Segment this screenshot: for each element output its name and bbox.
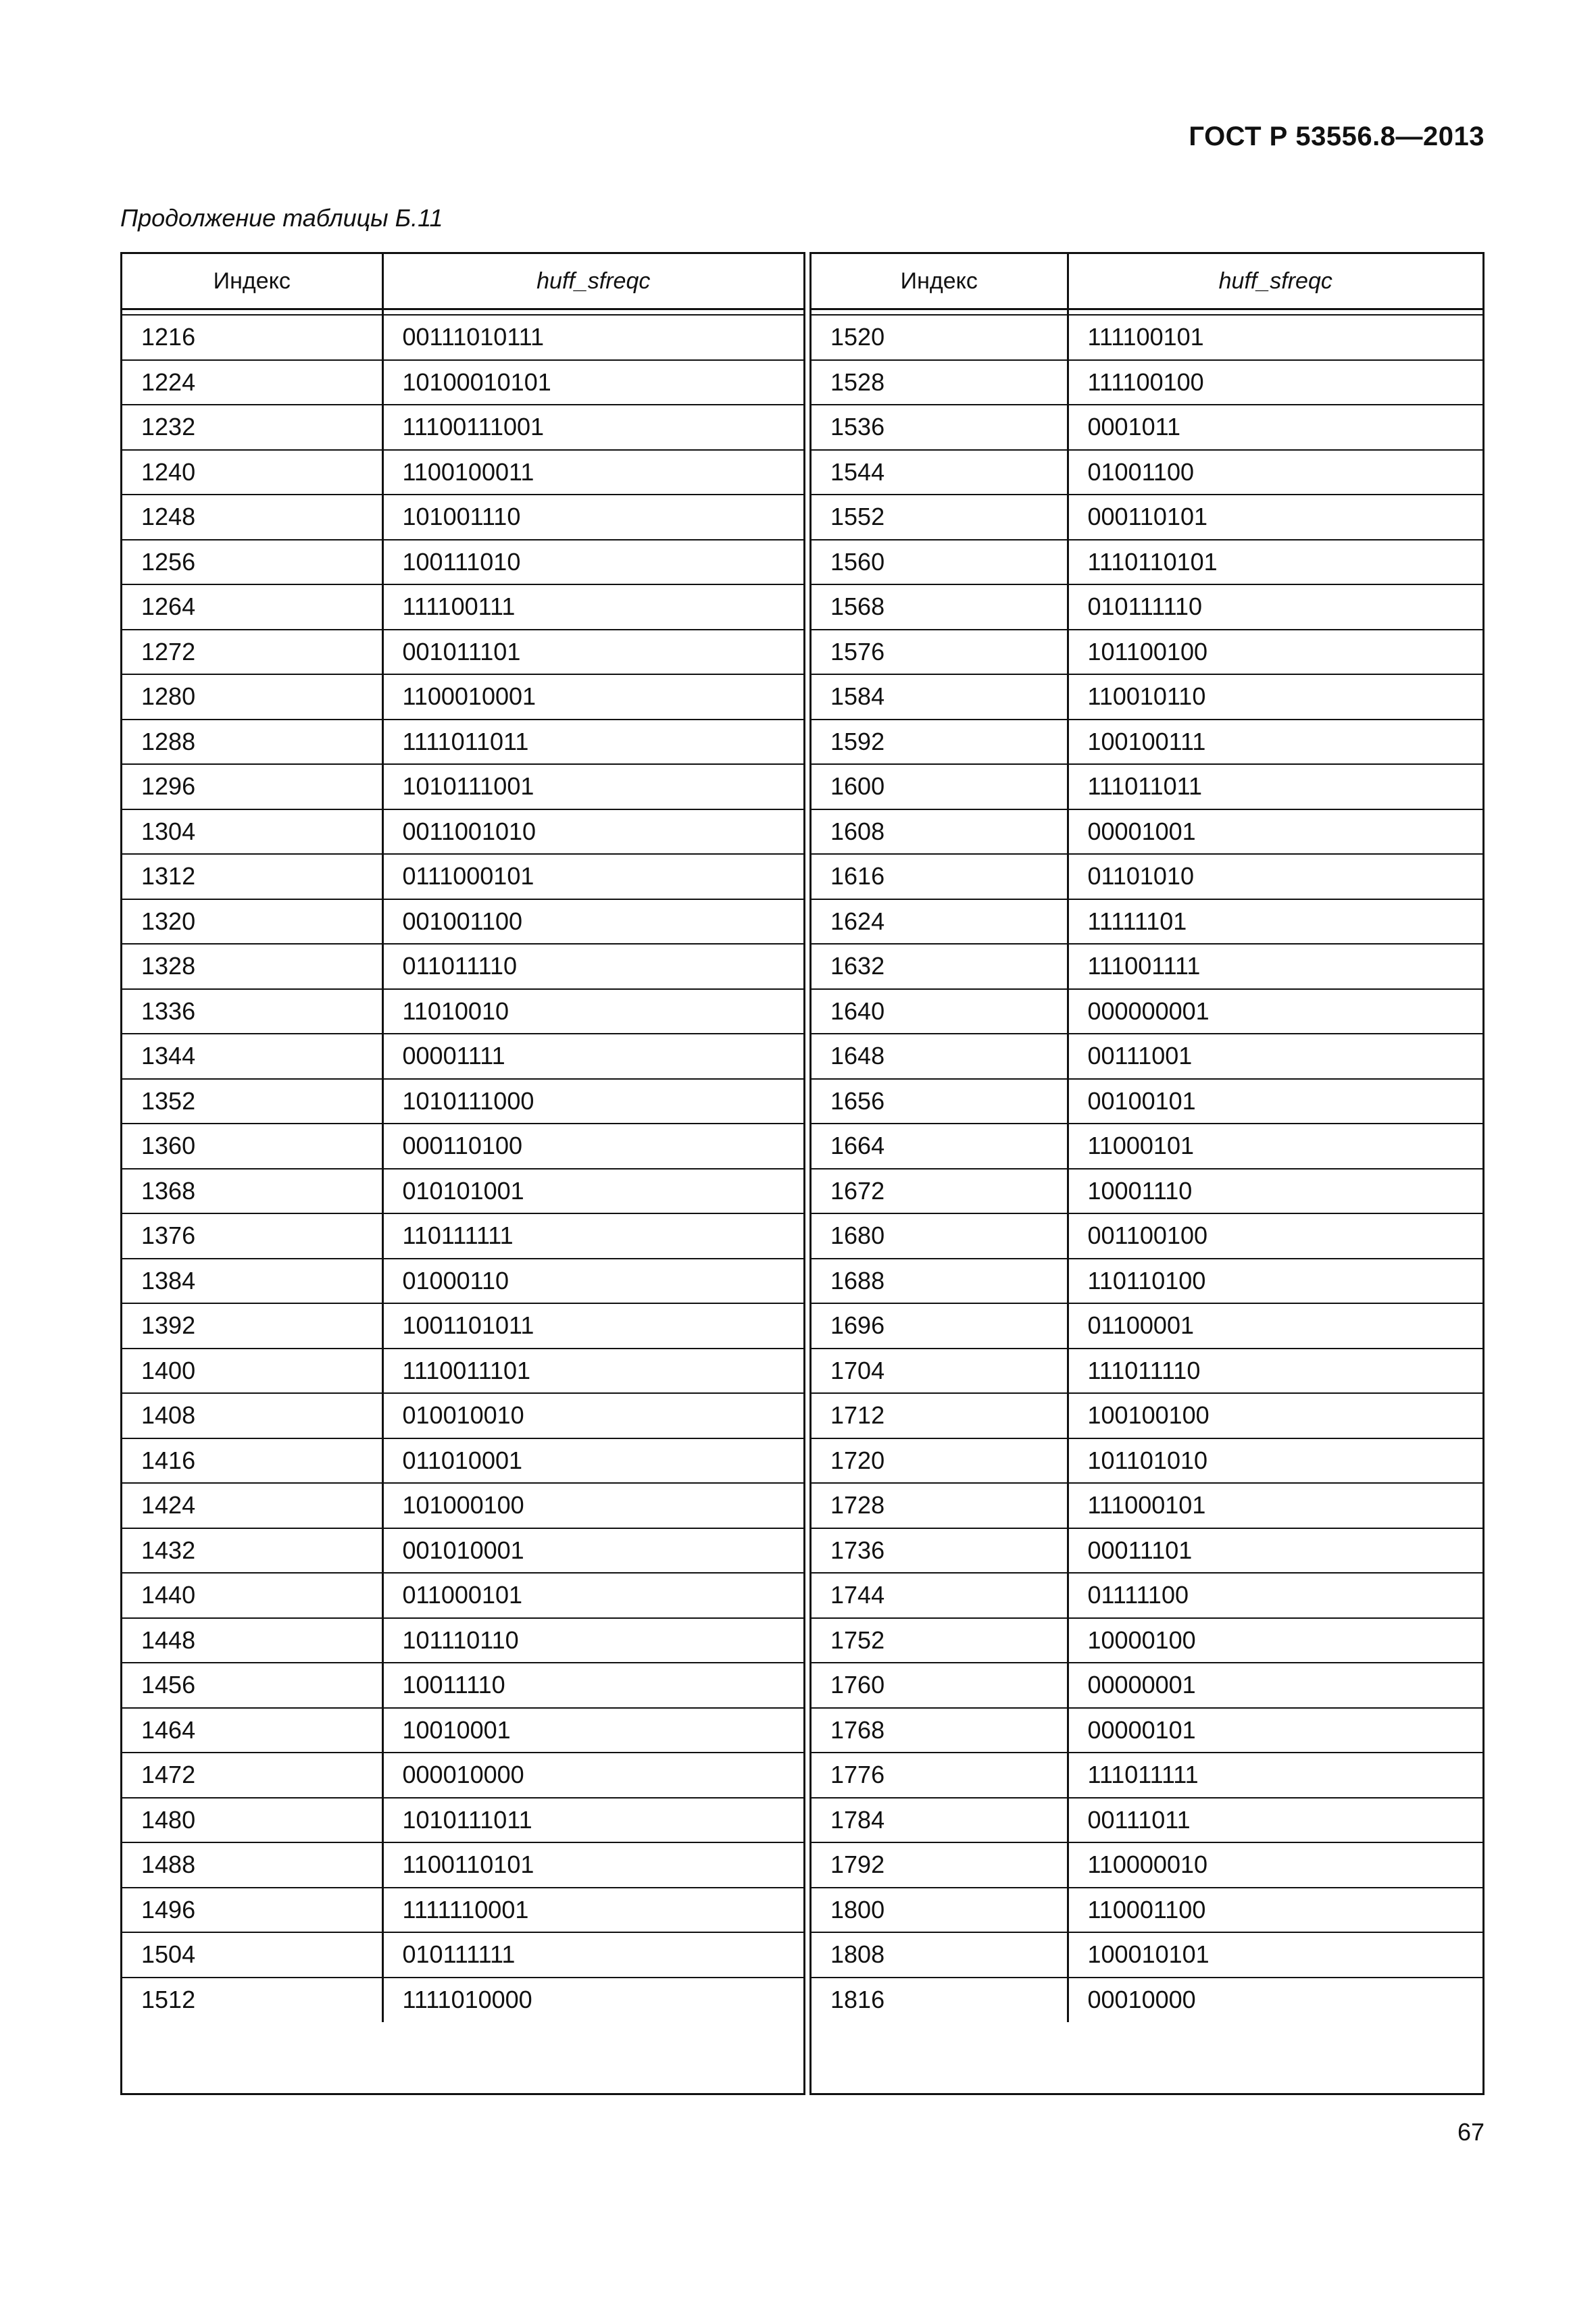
code-cell: 010010010 [382, 1393, 803, 1438]
index-cell: 1648 [812, 1034, 1068, 1079]
code-cell: 000010000 [382, 1753, 803, 1798]
table-row [812, 944, 1482, 989]
index-cell: 1744 [812, 1573, 1068, 1618]
table-row [122, 809, 803, 855]
table-row [122, 1888, 803, 1933]
code-cell: 111100111 [382, 584, 803, 630]
index-cell: 1416 [122, 1438, 382, 1484]
code-cell: 101001110 [382, 495, 803, 540]
table-row [812, 1483, 1482, 1528]
code-cell: 00010000 [1087, 1986, 1196, 2014]
column-header-index: Индекс [812, 254, 1068, 309]
index-cell: 1312 [122, 854, 382, 899]
code-cell: 001011101 [382, 630, 803, 675]
index-cell: 1768 [812, 1708, 1068, 1753]
code-cell: 0001011 [1068, 405, 1482, 450]
table-row [812, 1213, 1482, 1259]
table-row [122, 1169, 803, 1214]
code-cell: 00011101 [1068, 1528, 1482, 1574]
code-cell: 11100111001 [382, 405, 803, 450]
document-standard-header: ГОСТ Р 53556.8—2013 [1189, 122, 1485, 151]
index-cell: 1584 [812, 674, 1068, 720]
code-cell: 010111110 [1068, 584, 1482, 630]
code-cell: 011000101 [382, 1573, 803, 1618]
column-header-code: huff_sfreqc [1068, 254, 1482, 309]
table-row [122, 1708, 803, 1753]
code-cell: 01001100 [1068, 450, 1482, 495]
index-cell: 1664 [812, 1124, 1068, 1169]
index-cell: 1544 [812, 450, 1068, 495]
table-row [812, 540, 1482, 585]
code-cell: 00000001 [1068, 1663, 1482, 1708]
code-cell: 001010001 [382, 1528, 803, 1574]
code-cell: 110001100 [1068, 1888, 1482, 1933]
page-number: 67 [1457, 2118, 1485, 2146]
code-cell: 101000100 [382, 1483, 803, 1528]
table-row [122, 1213, 803, 1259]
index-cell: 1336 [122, 989, 382, 1034]
table-row [122, 540, 803, 585]
index-cell: 1656 [812, 1079, 1068, 1124]
table-row [812, 1573, 1482, 1618]
code-cell: 001001100 [382, 899, 803, 945]
code-cell: 01101010 [1068, 854, 1482, 899]
table-row [812, 360, 1482, 405]
code-cell: 1100110101 [382, 1842, 803, 1888]
code-cell: 000110101 [1068, 495, 1482, 540]
code-cell: 11111101 [1068, 899, 1482, 945]
table-row [812, 674, 1482, 720]
table-row [812, 1079, 1482, 1124]
index-cell: 1520 [812, 315, 1068, 360]
code-cell: 000110100 [382, 1124, 803, 1169]
table-row [122, 405, 803, 450]
code-cell: 001100100 [1068, 1213, 1482, 1259]
table-row [812, 1978, 1482, 2023]
table-row [812, 405, 1482, 450]
code-cell: 1110110101 [1068, 540, 1482, 585]
code-cell: 100100100 [1068, 1393, 1482, 1438]
table-row [122, 854, 803, 899]
index-cell: 1360 [122, 1124, 382, 1169]
table-row [122, 1079, 803, 1124]
table-row [812, 1618, 1482, 1663]
table-row [812, 584, 1482, 630]
table-row [122, 1528, 803, 1574]
index-cell: 1624 [812, 899, 1068, 945]
table-row [122, 1978, 803, 2023]
index-cell: 1448 [122, 1618, 382, 1663]
code-cell: 00001001 [1068, 809, 1482, 855]
code-cell: 100111010 [382, 540, 803, 585]
code-cell: 1111011011 [382, 720, 803, 765]
code-cell: 101100100 [1068, 630, 1482, 675]
code-cell: 1111110001 [382, 1888, 803, 1933]
table-row [122, 1349, 803, 1394]
table-row [812, 1259, 1482, 1304]
index-cell: 1752 [812, 1618, 1068, 1663]
index-cell: 1392 [122, 1303, 382, 1349]
index-cell: 1232 [122, 405, 382, 450]
code-cell: 111011011 [1068, 764, 1482, 809]
table-row [812, 1124, 1482, 1169]
index-cell: 1720 [812, 1438, 1068, 1484]
index-cell: 1704 [812, 1349, 1068, 1394]
code-cell: 100100111 [1068, 720, 1482, 765]
table-row [122, 630, 803, 675]
index-cell: 1528 [812, 360, 1068, 405]
index-cell: 1352 [122, 1079, 382, 1124]
index-cell: 1592 [812, 720, 1068, 765]
code-cell: 00100101 [1068, 1079, 1482, 1124]
table-row [122, 1393, 803, 1438]
code-cell: 00000101 [1068, 1708, 1482, 1753]
index-cell: 1304 [122, 809, 382, 855]
code-cell: 1001101011 [382, 1303, 803, 1349]
table-row [812, 1303, 1482, 1349]
table-row [812, 1438, 1482, 1484]
code-cell: 10100010101 [382, 360, 803, 405]
index-cell: 1296 [122, 764, 382, 809]
code-cell: 111000101 [1068, 1483, 1482, 1528]
index-cell: 1320 [122, 899, 382, 945]
index-cell: 1640 [812, 989, 1068, 1034]
code-cell: 00001111 [382, 1034, 803, 1079]
index-cell: 1480 [122, 1798, 382, 1843]
index-cell: 1384 [122, 1259, 382, 1304]
index-cell: 1792 [812, 1842, 1068, 1888]
index-cell: 1816 [812, 1978, 1068, 2023]
table-row [812, 1663, 1482, 1708]
code-cell: 1010111001 [382, 764, 803, 809]
table-row [812, 1393, 1482, 1438]
index-cell: 1512 [122, 1978, 382, 2023]
code-cell: 000000001 [1068, 989, 1482, 1034]
table-row [122, 1034, 803, 1079]
index-cell: 1264 [122, 584, 382, 630]
table-row [122, 944, 803, 989]
table-row [812, 1169, 1482, 1214]
index-cell: 1224 [122, 360, 382, 405]
code-cell: 011010001 [382, 1438, 803, 1484]
index-cell: 1408 [122, 1393, 382, 1438]
code-cell: 111011111 [1068, 1753, 1482, 1798]
code-cell: 111100101 [1068, 315, 1482, 360]
code-cell: 10011110 [382, 1663, 803, 1708]
code-cell: 1110011101 [382, 1349, 803, 1394]
code-cell: 1010111011 [382, 1798, 803, 1843]
index-cell: 1712 [812, 1393, 1068, 1438]
table-row [122, 1573, 803, 1618]
code-cell: 10001110 [1068, 1169, 1482, 1214]
code-cell: 01000110 [382, 1259, 803, 1304]
index-cell: 1616 [812, 854, 1068, 899]
code-cell: 11010010 [382, 989, 803, 1034]
table-row [122, 1618, 803, 1663]
table-row [812, 764, 1482, 809]
code-cell: 101101010 [1068, 1438, 1482, 1484]
code-cell: 1111010000 [402, 1986, 532, 2014]
code-cell: 010101001 [382, 1169, 803, 1214]
index-cell: 1472 [122, 1753, 382, 1798]
index-cell: 1552 [812, 495, 1068, 540]
column-header-code: huff_sfreqc [382, 254, 803, 309]
code-cell: 110010110 [1068, 674, 1482, 720]
code-cell: 01100001 [1068, 1303, 1482, 1349]
table-row [812, 809, 1482, 855]
table-row [122, 989, 803, 1034]
code-cell: 010111111 [382, 1932, 803, 1978]
index-cell: 1776 [812, 1753, 1068, 1798]
code-cell: 10010001 [382, 1708, 803, 1753]
table-left-half [120, 252, 805, 2095]
index-cell: 1376 [122, 1213, 382, 1259]
index-cell: 1216 [122, 315, 382, 360]
table-row [122, 720, 803, 765]
index-cell: 1400 [122, 1349, 382, 1394]
index-cell: 1808 [812, 1932, 1068, 1978]
data-table [120, 252, 1485, 2095]
code-cell: 1010111000 [382, 1079, 803, 1124]
table-row [122, 1753, 803, 1798]
index-cell: 1680 [812, 1213, 1068, 1259]
index-cell: 1424 [122, 1483, 382, 1528]
index-cell: 1456 [122, 1663, 382, 1708]
table-row [812, 1349, 1482, 1394]
code-cell: 10000100 [1068, 1618, 1482, 1663]
index-cell: 1672 [812, 1169, 1068, 1214]
table-row [122, 584, 803, 630]
table-row [812, 989, 1482, 1034]
index-cell: 1560 [812, 540, 1068, 585]
index-cell: 1248 [122, 495, 382, 540]
index-cell: 1280 [122, 674, 382, 720]
table-row [122, 1259, 803, 1304]
code-cell: 1100100011 [382, 450, 803, 495]
code-cell: 100010101 [1068, 1932, 1482, 1978]
index-cell: 1576 [812, 630, 1068, 675]
table-row [812, 1528, 1482, 1574]
index-cell: 1288 [122, 720, 382, 765]
index-cell: 1488 [122, 1842, 382, 1888]
code-cell: 110111111 [382, 1213, 803, 1259]
table-row [122, 1663, 803, 1708]
table-row [812, 1932, 1482, 1978]
index-cell: 1608 [812, 809, 1068, 855]
index-cell: 1760 [812, 1663, 1068, 1708]
table-row [812, 1842, 1482, 1888]
table-row [812, 315, 1482, 360]
table-row [812, 1888, 1482, 1933]
table-row [122, 315, 803, 360]
index-cell: 1368 [122, 1169, 382, 1214]
code-cell: 0111000101 [382, 854, 803, 899]
index-cell: 1536 [812, 405, 1068, 450]
table-row [122, 450, 803, 495]
table-row [122, 764, 803, 809]
code-cell: 111100100 [1068, 360, 1482, 405]
index-cell: 1256 [122, 540, 382, 585]
index-cell: 1272 [122, 630, 382, 675]
table-row [812, 1708, 1482, 1753]
table-row [122, 1842, 803, 1888]
index-cell: 1688 [812, 1259, 1068, 1304]
code-cell: 11000101 [1068, 1124, 1482, 1169]
code-cell: 0011001010 [382, 809, 803, 855]
table-row [122, 1438, 803, 1484]
index-cell: 1728 [812, 1483, 1068, 1528]
code-cell: 111011110 [1068, 1349, 1482, 1394]
code-cell: 00111001 [1068, 1034, 1482, 1079]
index-cell: 1496 [122, 1888, 382, 1933]
code-cell: 00111011 [1068, 1798, 1482, 1843]
table-row [812, 1753, 1482, 1798]
column-header-index: Индекс [122, 254, 382, 309]
index-cell: 1344 [122, 1034, 382, 1079]
index-cell: 1240 [122, 450, 382, 495]
table-row [812, 450, 1482, 495]
table-row [812, 1798, 1482, 1843]
table-row [812, 1034, 1482, 1079]
index-cell: 1600 [812, 764, 1068, 809]
table-row [122, 1483, 803, 1528]
table-row [812, 630, 1482, 675]
index-cell: 1736 [812, 1528, 1068, 1574]
code-cell: 110000010 [1068, 1842, 1482, 1888]
table-row [122, 495, 803, 540]
table-row [122, 360, 803, 405]
code-cell: 111001111 [1068, 944, 1482, 989]
table-row [812, 495, 1482, 540]
index-cell: 1632 [812, 944, 1068, 989]
table-row [122, 1798, 803, 1843]
code-cell: 110110100 [1068, 1259, 1482, 1304]
table-row [812, 854, 1482, 899]
table-row [812, 720, 1482, 765]
table-caption: Продолжение таблицы Б.11 [120, 204, 443, 232]
index-cell: 1504 [122, 1932, 382, 1978]
index-cell: 1784 [812, 1798, 1068, 1843]
index-cell: 1696 [812, 1303, 1068, 1349]
index-cell: 1800 [812, 1888, 1068, 1933]
table-right-half [809, 252, 1485, 2095]
index-cell: 1464 [122, 1708, 382, 1753]
index-cell: 1440 [122, 1573, 382, 1618]
index-cell: 1432 [122, 1528, 382, 1574]
code-cell: 101110110 [382, 1618, 803, 1663]
table-row [122, 1124, 803, 1169]
table-row [122, 674, 803, 720]
index-cell: 1568 [812, 584, 1068, 630]
code-cell: 011011110 [382, 944, 803, 989]
table-row [122, 1932, 803, 1978]
code-cell: 00111010111 [382, 315, 803, 360]
table-row [122, 899, 803, 945]
table-row [122, 1303, 803, 1349]
code-cell: 01111100 [1068, 1573, 1482, 1618]
index-cell: 1328 [122, 944, 382, 989]
table-row [812, 899, 1482, 945]
code-cell: 1100010001 [382, 674, 803, 720]
